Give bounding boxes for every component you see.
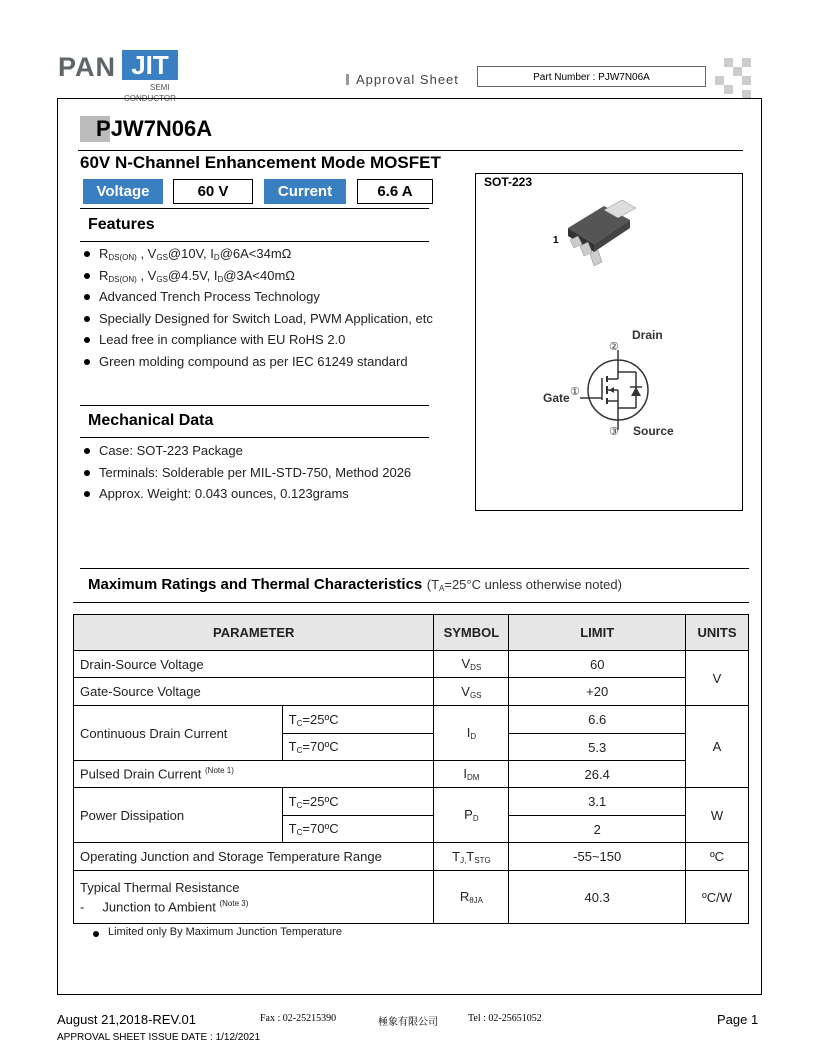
header-symbol: SYMBOL	[434, 615, 509, 651]
mechanical-title: Mechanical Data	[88, 412, 214, 429]
feature-item: Lead free in compliance with EU RoHS 2.0	[81, 332, 433, 354]
table-row: Drain-Source Voltage $V_{DS}$ 60 V	[74, 651, 749, 678]
table-row: Pulsed Drain Current $^{(Note 1)}$ $I_{DM}$ 26.4	[74, 761, 749, 788]
gate-label: Gate	[543, 391, 570, 405]
table-row: Gate-Source Voltage $V_{GS}$ +20	[74, 678, 749, 706]
frame-bottom	[57, 994, 762, 995]
footnote-item: Limited only By Maximum Junction Temperature	[90, 926, 342, 948]
mechanical-item: Case: SOT-223 Package	[81, 443, 411, 465]
table-row: Typical Thermal Resistance - Junction to Ambient $^{(Note 3)}$ $R_{\theta JA}$ 40.3 ºC/W	[74, 871, 749, 924]
header-units: UNITS	[686, 615, 749, 651]
ratings-heading: Maximum Ratings and Thermal Characteristics ($T_A=25^\circ C$ unless otherwise noted)	[88, 576, 622, 593]
frame-top	[57, 98, 762, 99]
feature-item: Advanced Trench Process Technology	[81, 289, 433, 311]
mechanical-top-line	[80, 405, 429, 406]
current-badge-label: Current	[264, 179, 346, 204]
source-label: Source	[633, 424, 674, 438]
features-list	[81, 246, 433, 375]
features-bottom-line	[80, 241, 429, 242]
logo-jit-text: JIT	[122, 50, 178, 80]
header-parameter: PARAMETER	[74, 615, 434, 651]
table-row: $T_C=70ºC$ 5.3	[74, 734, 749, 761]
package-label: SOT-223	[484, 175, 533, 189]
mosfet-symbol-icon	[580, 350, 660, 430]
footer-tel: Tel : 02-25651052	[468, 1013, 542, 1024]
part-number-box: Part Number : PJW7N06A	[477, 66, 706, 87]
frame-left	[57, 98, 58, 994]
table-header-row	[74, 615, 749, 651]
mechanical-bottom-line	[80, 437, 429, 438]
mechanical-item: Approx. Weight: 0.043 ounces, 0.123grams	[81, 486, 411, 508]
page-subtitle: 60V N-Channel Enhancement Mode MOSFET	[80, 153, 441, 172]
sot223-package-icon	[560, 200, 640, 275]
footer-date-rev: August 21,2018-REV.01	[57, 1012, 197, 1027]
pin-source-number: ③	[609, 426, 619, 438]
mechanical-item: Terminals: Solderable per MIL-STD-750, Method 2026	[81, 465, 411, 487]
footer-page: Page 1	[717, 1012, 759, 1027]
header-limit: LIMIT	[509, 615, 686, 651]
drain-label: Drain	[632, 328, 663, 342]
pin-drain-number: ②	[609, 341, 619, 353]
footnote-list	[90, 926, 342, 948]
features-title: Features	[88, 216, 155, 233]
ratings-table	[73, 614, 749, 924]
approval-bar	[346, 74, 349, 85]
footer-fax: Fax : 02-25215390	[260, 1013, 337, 1024]
table-row: Continuous Drain Current $T_C=25ºC$ $I_D$ 6.6 A	[74, 706, 749, 734]
voltage-badge-label: Voltage	[83, 179, 163, 204]
mechanical-list	[81, 443, 411, 508]
footer-issue-date: APPROVAL SHEET ISSUE DATE : 1/12/2021	[57, 1032, 261, 1043]
frame-right	[761, 98, 762, 994]
voltage-badge-value: 60 V	[173, 179, 253, 204]
title-divider	[78, 150, 743, 151]
pin1-label: 1	[553, 235, 559, 246]
feature-item: Green molding compound as per IEC 61249 standard	[81, 354, 433, 376]
footer-company: 極象有限公司	[378, 1017, 438, 1028]
current-badge-value: 6.6 A	[357, 179, 433, 204]
pin-gate-number: ①	[570, 386, 580, 398]
feature-item-rds-10v: $R_{DS(ON)}$ , $V_{GS}@10V$, $I_D@6A<34m\Omega$	[81, 246, 433, 268]
ratings-bottom-line	[73, 602, 749, 603]
table-row: Operating Junction and Storage Temperature Range $T_{J,}T_{STG}$ -55~150 ºC	[74, 843, 749, 871]
feature-item: Specially Designed for Switch Load, PWM Application, etc	[81, 311, 433, 333]
logo-pan-text: PAN	[58, 52, 117, 82]
table-row: $T_C=70ºC$ 2	[74, 816, 749, 843]
ratings-top-line	[80, 568, 749, 569]
table-row: Power Dissipation $T_C=25ºC$ $P_D$ 3.1 W	[74, 788, 749, 816]
logo-semi-text: SEMI	[150, 83, 170, 92]
features-top-line	[80, 208, 429, 209]
approval-sheet-label: Approval Sheet	[356, 72, 459, 87]
page-title: PJW7N06A	[96, 116, 213, 141]
feature-item-rds-4v5: $R_{DS(ON)}$ , $V_{GS}@4.5V$, $I_D@3A<40m\Omega$	[81, 268, 433, 290]
